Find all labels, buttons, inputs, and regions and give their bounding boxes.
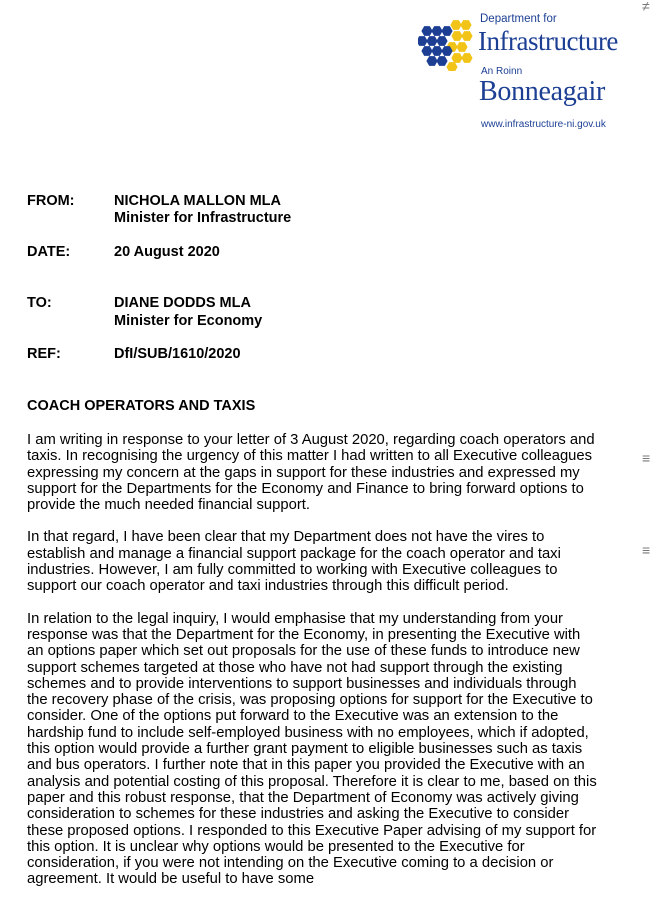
to-title: Minister for Economy: [114, 313, 263, 329]
logo-hexagon: [450, 20, 461, 30]
logo-hexagon: [446, 62, 457, 71]
edge-mark: ≠: [642, 0, 650, 14]
logo-hexagon: [456, 42, 467, 52]
ref-label: REF:: [27, 346, 61, 362]
edge-mark: ≡: [642, 450, 651, 466]
date-value: 20 August 2020: [114, 244, 220, 260]
logo-hexagon: [461, 31, 472, 41]
logo-infrastructure: Infrastructure: [478, 26, 618, 56]
paragraph: In relation to the legal inquiry, I would emphasise that my understanding from your response was that the Department for the Economy, in presenting the Executive with an options paper which set out proposals for the use of these funds to introduce new support schemes targeted at those who have not had support through the existing schemes and to provide interventions to support businesses and individuals through the recovery phase of the crisis, was proposing options for support for the Executive to consider. One of the options put forward to the Executive was an extension to the hardship fund to include self-employed business with no employees, which if adopted, this option would provide a further grant payment to eligible businesses such as taxis and bus operators. I further note that in this paper you provided the Executive with an analysis and potential costing of this proposal. Therefore it is clear to me, based on this paper and this robust response, that the Department of Economy was actively giving consideration to schemes for these industries and asking the Executive to consider these proposed options. I responded to this Executive Paper advising of my support for this option. It is unclear why options would be presented to the Executive for consideration, if you were not intending on the Executive coming to a decision or agreement. It would be useful to have some: [27, 610, 597, 888]
hexagon-cluster-icon: [418, 17, 476, 71]
logo-hexagon: [431, 46, 442, 56]
from-name: NICHOLA MALLON MLA: [114, 193, 281, 209]
to-label: TO:: [27, 295, 52, 311]
logo-hexagon: [461, 53, 472, 63]
logo-bonneagair: Bonneagair: [479, 76, 606, 107]
logo-hexagon: [441, 26, 452, 36]
logo-department-for: Department for: [480, 13, 557, 25]
logo-hexagon: [436, 36, 447, 46]
edge-mark: ≡: [642, 542, 651, 558]
paragraph: In that regard, I have been clear that my Department does not have the vires to establish and manage a financial support package for the coach operator and taxi industries. However, I am fully committed to working with Executive colleagues to support our coach operator and taxi industries through this difficult period.: [27, 529, 561, 595]
logo-website: www.infrastructure-ni.gov.uk: [481, 119, 606, 130]
from-title: Minister for Infrastructure: [114, 210, 292, 226]
letter-body: [27, 432, 599, 904]
logo-hexagon: [451, 53, 462, 63]
logo-hexagon: [426, 56, 437, 66]
logo-hexagon: [418, 36, 428, 46]
logo-hexagon: [431, 26, 442, 36]
from-label: FROM:: [27, 193, 75, 209]
logo-hexagon: [436, 56, 447, 66]
logo-an-roinn: An Roinn: [481, 66, 523, 77]
logo-hexagon: [421, 46, 432, 56]
logo-hexagon: [451, 31, 462, 41]
logo-hexagon: [460, 20, 471, 30]
logo-hexagon: [426, 36, 437, 46]
logo-hexagon: [421, 26, 432, 36]
date-label: DATE:: [27, 244, 71, 260]
department-logo: [418, 12, 654, 136]
subject-heading: COACH OPERATORS AND TAXIS: [27, 398, 256, 414]
ref-value: DfI/SUB/1610/2020: [114, 346, 241, 362]
to-name: DIANE DODDS MLA: [114, 295, 251, 311]
paragraph: I am writing in response to your letter of 3 August 2020, regarding coach operators and taxis. In recognising the urgency of this matter I had written to all Executive colleagues expressing my concern at the gaps in support for these industries and expressed my support for the Departments for the Economy and Finance to bring forward options to provide the much needed financial support.: [27, 432, 595, 514]
